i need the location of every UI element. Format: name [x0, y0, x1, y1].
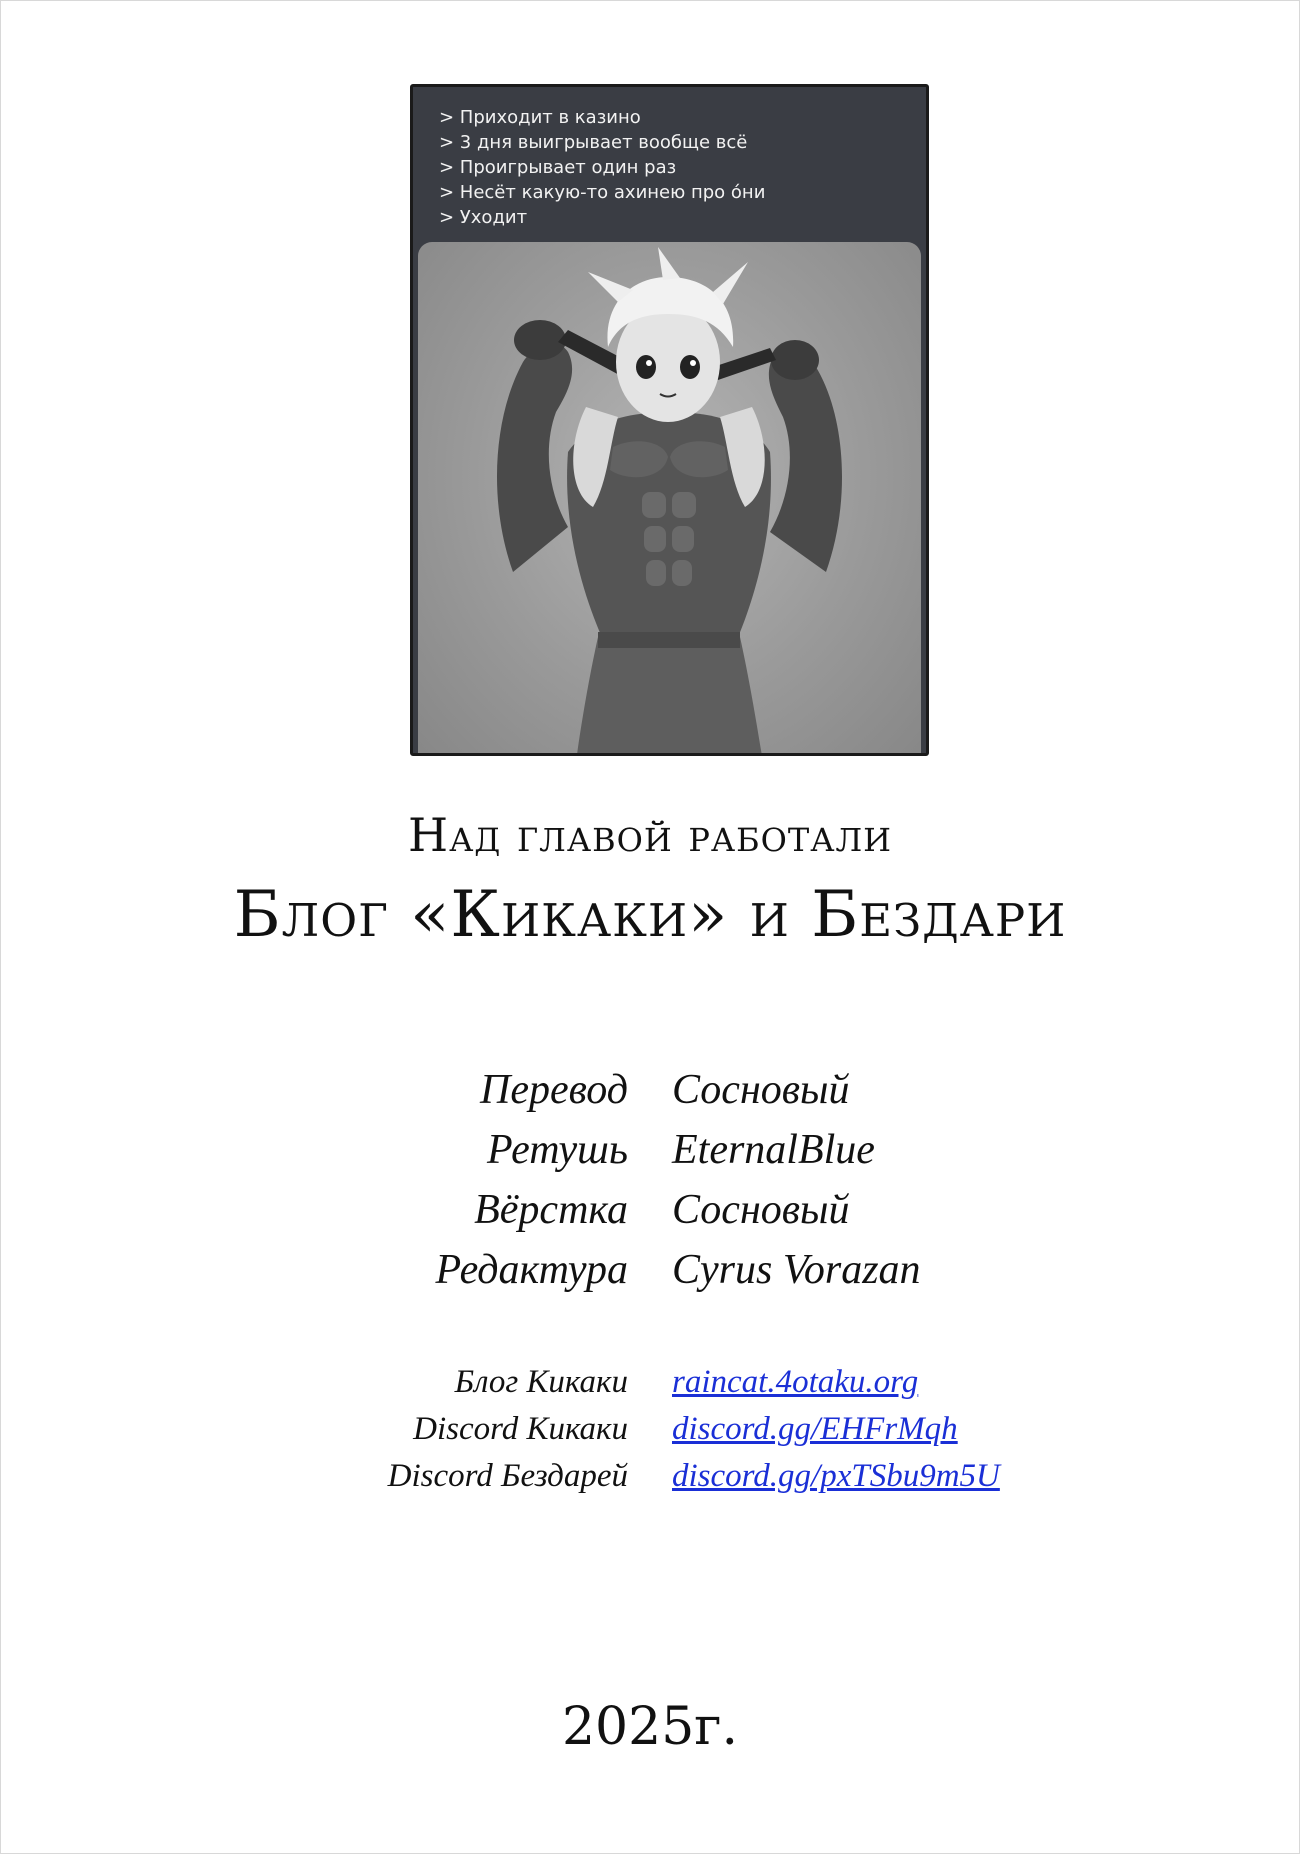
role-label: Перевод: [480, 1067, 628, 1113]
credits-heading: Над главой работали: [407, 808, 893, 862]
role-person: Cyrus Vorazan: [672, 1247, 921, 1293]
link-url[interactable]: discord.gg/EHFrMqh: [672, 1411, 958, 1447]
link-url[interactable]: discord.gg/pxTSbu9m5U: [672, 1458, 1000, 1494]
meme-line: > Несёт какую-то ахинею про óни: [439, 182, 766, 203]
role-person: Сосновый: [672, 1067, 850, 1113]
link-site-label: Блог Кикаки: [454, 1364, 628, 1400]
link-site-label: Discord Бездарей: [387, 1458, 628, 1494]
role-label: Вёрстка: [474, 1187, 628, 1233]
credits-teams: Блог «Кикаки» и Бездари: [233, 878, 1067, 952]
links-list: [0, 1364, 1300, 1505]
link-row: [0, 1458, 1300, 1505]
year: 2025г.: [561, 1697, 739, 1757]
link-row: [0, 1411, 1300, 1458]
meme-text: [439, 105, 765, 230]
link-row: [0, 1364, 1300, 1411]
role-label: Ретушь: [487, 1127, 628, 1173]
meme-panel: [410, 84, 929, 756]
role-label: Редактура: [435, 1247, 628, 1293]
meme-line: > Проигрывает один раз: [439, 157, 677, 178]
role-person: Сосновый: [672, 1187, 850, 1233]
meme-line: > 3 дня выигрывает вообще всё: [439, 132, 748, 153]
role-row: [0, 1186, 1300, 1246]
meme-photo: [418, 242, 921, 756]
role-row: [0, 1126, 1300, 1186]
role-row: [0, 1246, 1300, 1306]
link-url[interactable]: raincat.4otaku.org: [672, 1364, 919, 1400]
meme-line: > Уходит: [439, 207, 528, 228]
role-person: EternalBlue: [672, 1127, 875, 1173]
link-site-label: Discord Кикаки: [413, 1411, 628, 1447]
muscular-anime-character-illustration: [418, 242, 921, 756]
roles-list: [0, 1066, 1300, 1306]
meme-line: > Приходит в казино: [439, 107, 641, 128]
role-row: [0, 1066, 1300, 1126]
